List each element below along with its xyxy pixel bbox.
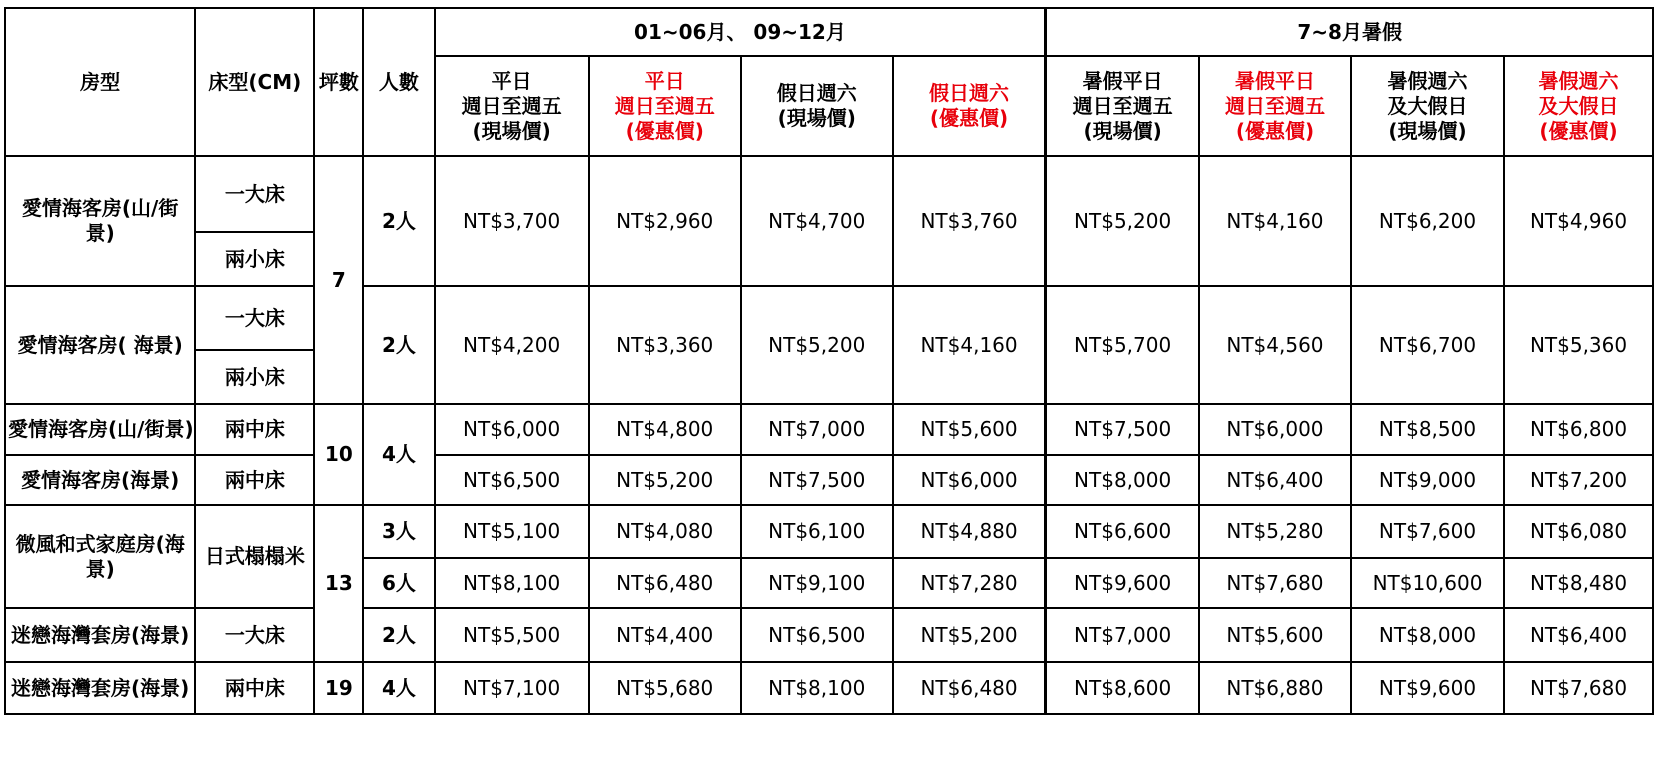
persons-value: 2人 bbox=[363, 156, 434, 286]
price-cell: NT$7,500 bbox=[1046, 404, 1199, 455]
price-cell: NT$6,700 bbox=[1351, 286, 1504, 404]
col-header-line: 假日週六 bbox=[929, 81, 1010, 105]
rate-table bbox=[4, 7, 1654, 715]
price-cell: NT$2,960 bbox=[589, 156, 741, 286]
price-cell: NT$5,600 bbox=[1199, 608, 1351, 662]
price-cell: NT$8,100 bbox=[435, 558, 589, 608]
price-cell: NT$6,480 bbox=[893, 662, 1046, 714]
table-row bbox=[5, 608, 1653, 662]
price-cell: NT$6,080 bbox=[1504, 505, 1653, 558]
col-header-line: (優惠價) bbox=[1539, 118, 1618, 143]
persons-value: 2人 bbox=[363, 608, 434, 662]
col-header-line: 週日至週五 bbox=[1072, 93, 1173, 118]
price-cell: NT$7,680 bbox=[1504, 662, 1653, 714]
col-header-line: 及大假日 bbox=[1387, 93, 1468, 118]
price-cell: NT$6,800 bbox=[1504, 404, 1653, 455]
col-header-line: 暑假平日 bbox=[1082, 68, 1163, 93]
col-header bbox=[589, 56, 741, 156]
col-header bbox=[1199, 56, 1351, 156]
persons-value: 4人 bbox=[363, 662, 434, 714]
price-cell: NT$6,100 bbox=[741, 505, 893, 558]
price-cell: NT$10,600 bbox=[1351, 558, 1504, 608]
col-header-line: (優惠價) bbox=[1235, 118, 1315, 143]
header-persons: 人數 bbox=[363, 8, 434, 156]
price-cell: NT$5,500 bbox=[435, 608, 589, 662]
col-header bbox=[435, 56, 589, 156]
price-cell: NT$6,400 bbox=[1504, 608, 1653, 662]
persons-value: 6人 bbox=[363, 558, 434, 608]
header-area: 坪數 bbox=[314, 8, 363, 156]
price-cell: NT$7,200 bbox=[1504, 455, 1653, 505]
area-value: 13 bbox=[314, 505, 363, 662]
bed-type: 兩中床 bbox=[195, 404, 314, 455]
price-cell: NT$7,100 bbox=[435, 662, 589, 714]
price-cell: NT$4,880 bbox=[893, 505, 1046, 558]
col-header bbox=[1351, 56, 1504, 156]
table-row bbox=[5, 662, 1653, 714]
price-cell: NT$7,600 bbox=[1351, 505, 1504, 558]
room-name: 微風和式家庭房(海景) bbox=[5, 505, 195, 608]
bed-type: 兩小床 bbox=[195, 350, 314, 404]
price-cell: NT$3,360 bbox=[589, 286, 741, 404]
price-cell: NT$9,100 bbox=[741, 558, 893, 608]
price-cell: NT$7,680 bbox=[1199, 558, 1351, 608]
price-cell: NT$8,000 bbox=[1046, 455, 1199, 505]
price-cell: NT$5,700 bbox=[1046, 286, 1199, 404]
bed-type: 兩中床 bbox=[195, 455, 314, 505]
area-value: 19 bbox=[314, 662, 363, 714]
bed-type: 一大床 bbox=[195, 286, 314, 350]
price-cell: NT$6,200 bbox=[1351, 156, 1504, 286]
price-cell: NT$7,000 bbox=[741, 404, 893, 455]
price-cell: NT$8,100 bbox=[741, 662, 893, 714]
price-cell: NT$8,480 bbox=[1504, 558, 1653, 608]
table-row bbox=[5, 286, 1653, 350]
header-row bbox=[5, 8, 1653, 56]
col-header-line: (現場價) bbox=[1083, 118, 1162, 143]
col-header bbox=[741, 56, 893, 156]
bed-type: 一大床 bbox=[195, 608, 314, 662]
persons-value: 2人 bbox=[363, 286, 434, 404]
table-row bbox=[5, 404, 1653, 455]
price-cell: NT$6,500 bbox=[435, 455, 589, 505]
price-cell: NT$7,280 bbox=[893, 558, 1046, 608]
col-header-line: 週日至週五 bbox=[1224, 93, 1325, 118]
price-cell: NT$5,100 bbox=[435, 505, 589, 558]
room-name: 愛情海客房(山/街景) bbox=[5, 156, 195, 286]
area-value: 7 bbox=[314, 156, 363, 404]
price-cell: NT$8,600 bbox=[1046, 662, 1199, 714]
table-row bbox=[5, 455, 1653, 505]
col-header-line: (優惠價) bbox=[929, 106, 1009, 130]
price-cell: NT$9,000 bbox=[1351, 455, 1504, 505]
price-cell: NT$4,560 bbox=[1199, 286, 1351, 404]
bed-type: 兩小床 bbox=[195, 232, 314, 286]
col-header-line: 及大假日 bbox=[1538, 93, 1619, 118]
price-cell: NT$6,880 bbox=[1199, 662, 1351, 714]
table-row bbox=[5, 505, 1653, 558]
col-header bbox=[893, 56, 1046, 156]
bed-type: 一大床 bbox=[195, 156, 314, 232]
price-cell: NT$7,000 bbox=[1046, 608, 1199, 662]
price-cell: NT$6,000 bbox=[1199, 404, 1351, 455]
bed-type: 日式榻榻米 bbox=[195, 505, 314, 608]
col-header-line: (現場價) bbox=[777, 106, 856, 130]
bed-type: 兩中床 bbox=[195, 662, 314, 714]
price-cell: NT$6,000 bbox=[893, 455, 1046, 505]
header-season-regular: 01~06月、 09~12月 bbox=[435, 8, 1046, 56]
room-name: 愛情海客房(海景) bbox=[5, 455, 195, 505]
header-bed-type: 床型(CM) bbox=[195, 8, 314, 156]
room-name: 迷戀海灣套房(海景) bbox=[5, 608, 195, 662]
price-cell: NT$4,160 bbox=[1199, 156, 1351, 286]
col-header-line: 暑假週六 bbox=[1538, 68, 1619, 93]
col-header-line: 平日 bbox=[644, 68, 685, 93]
col-header-line: 假日週六 bbox=[776, 81, 857, 105]
persons-value: 3人 bbox=[363, 505, 434, 558]
col-header-line: 暑假週六 bbox=[1387, 68, 1468, 93]
price-cell: NT$6,500 bbox=[741, 608, 893, 662]
price-cell: NT$3,760 bbox=[893, 156, 1046, 286]
price-cell: NT$8,000 bbox=[1351, 608, 1504, 662]
col-header-line: 週日至週五 bbox=[614, 93, 715, 118]
price-cell: NT$8,500 bbox=[1351, 404, 1504, 455]
col-header-line: 平日 bbox=[491, 68, 532, 93]
col-header bbox=[1046, 56, 1199, 156]
price-cell: NT$4,200 bbox=[435, 286, 589, 404]
price-cell: NT$9,600 bbox=[1351, 662, 1504, 714]
price-cell: NT$6,480 bbox=[589, 558, 741, 608]
price-cell: NT$9,600 bbox=[1046, 558, 1199, 608]
col-header-line: (現場價) bbox=[472, 118, 551, 143]
col-header-line: 週日至週五 bbox=[461, 93, 562, 118]
room-name: 愛情海客房( 海景) bbox=[5, 286, 195, 404]
header-season-summer: 7~8月暑假 bbox=[1046, 8, 1653, 56]
price-cell: NT$5,200 bbox=[589, 455, 741, 505]
table-row bbox=[5, 156, 1653, 232]
price-cell: NT$6,600 bbox=[1046, 505, 1199, 558]
price-cell: NT$6,400 bbox=[1199, 455, 1351, 505]
price-cell: NT$4,080 bbox=[589, 505, 741, 558]
room-name: 愛情海客房(山/街景) bbox=[5, 404, 195, 455]
col-header-line: (優惠價) bbox=[625, 118, 704, 143]
price-cell: NT$4,700 bbox=[741, 156, 893, 286]
price-cell: NT$4,160 bbox=[893, 286, 1046, 404]
col-header-line: (現場價) bbox=[1388, 118, 1467, 143]
price-cell: NT$7,500 bbox=[741, 455, 893, 505]
persons-value: 4人 bbox=[363, 404, 434, 505]
price-cell: NT$4,400 bbox=[589, 608, 741, 662]
price-cell: NT$5,680 bbox=[589, 662, 741, 714]
price-cell: NT$4,960 bbox=[1504, 156, 1653, 286]
col-header-line: 暑假平日 bbox=[1234, 68, 1315, 93]
price-cell: NT$5,600 bbox=[893, 404, 1046, 455]
price-cell: NT$5,280 bbox=[1199, 505, 1351, 558]
header-room-type: 房型 bbox=[5, 8, 195, 156]
area-value: 10 bbox=[314, 404, 363, 505]
price-cell: NT$5,360 bbox=[1504, 286, 1653, 404]
price-cell: NT$3,700 bbox=[435, 156, 589, 286]
price-cell: NT$4,800 bbox=[589, 404, 741, 455]
price-cell: NT$5,200 bbox=[1046, 156, 1199, 286]
price-cell: NT$5,200 bbox=[893, 608, 1046, 662]
price-cell: NT$6,000 bbox=[435, 404, 589, 455]
col-header bbox=[1504, 56, 1653, 156]
price-cell: NT$5,200 bbox=[741, 286, 893, 404]
room-name: 迷戀海灣套房(海景) bbox=[5, 662, 195, 714]
